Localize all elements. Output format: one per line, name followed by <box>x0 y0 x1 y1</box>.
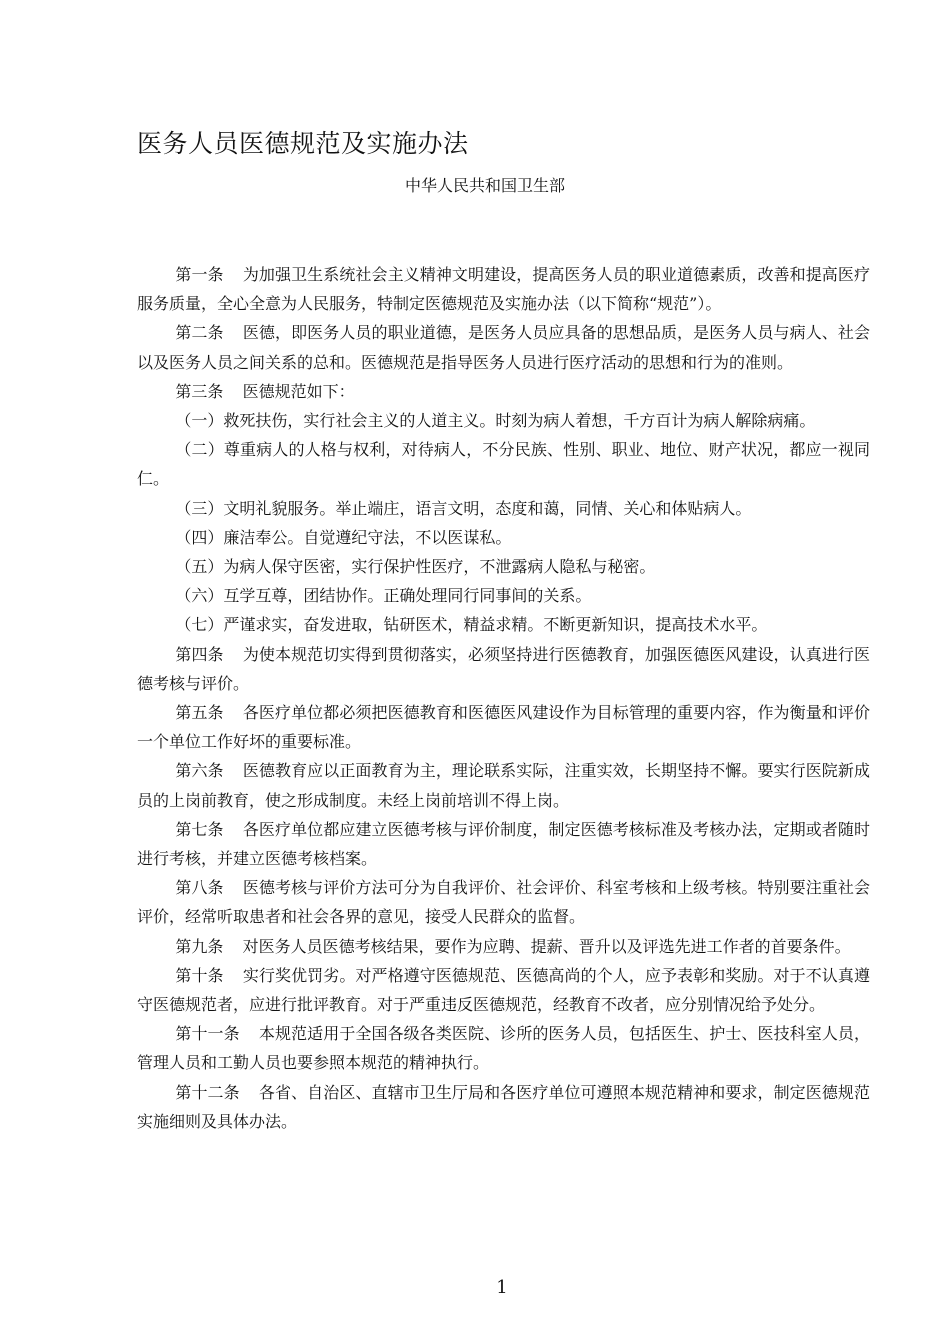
paragraph-text: 各医疗单位都必须把医德教育和医德医风建设作为目标管理的重要内容，作为衡量和评价一个单位工作好坏的重要标准。 <box>137 703 870 752</box>
list-item <box>137 406 870 435</box>
list-item <box>137 523 870 552</box>
paragraph-text: （五）为病人保守医密，实行保护性医疗，不泄露病人隐私与秘密。 <box>175 557 656 577</box>
document-title: 医务人员医德规范及实施办法 <box>137 129 469 158</box>
paragraph-text: 本规范适用于全国各级各类医院、诊所的医务人员，包括医生、护士、医技科室人员，管理人员和工勤人员也要参照本规范的精神执行。 <box>137 1024 870 1073</box>
paragraph-text: （七）严谨求实，奋发进取，钻研医术，精益求精。不断更新知识，提高技术水平。 <box>175 615 768 635</box>
paragraph-text: 医德规范如下： <box>242 381 355 401</box>
list-item <box>137 581 870 610</box>
article-paragraph <box>137 1078 870 1136</box>
paragraph-text: 医德，即医务人员的职业道德，是医务人员应具备的思想品质，是医务人员与病人、社会以及医务人员之间关系的总和。医德规范是指导医务人员进行医疗活动的思想和行为的准则。 <box>137 323 870 372</box>
article-paragraph <box>137 698 870 756</box>
list-item <box>137 494 870 523</box>
article-paragraph <box>137 961 870 1019</box>
issuer: 中华人民共和国卫生部 <box>405 176 566 195</box>
list-item <box>137 610 870 639</box>
paragraph-text: 为加强卫生系统社会主义精神文明建设，提高医务人员的职业道德素质，改善和提高医疗服务质量，全心全意为人民服务，特制定医德规范及实施办法（以下简称“规范”）。 <box>137 265 870 314</box>
article-number: 第五条 <box>175 703 224 723</box>
paragraph-text: （一）救死扶伤，实行社会主义的人道主义。时刻为病人着想，千方百计为病人解除病痛。 <box>175 411 816 431</box>
article-number: 第十条 <box>175 965 224 985</box>
paragraph-text: 为使本规范切实得到贯彻落实，必须坚持进行医德教育，加强医德医风建设，认真进行医德考核与评价。 <box>137 644 870 693</box>
article-paragraph <box>137 815 870 873</box>
paragraph-text: 医德教育应以正面教育为主，理论联系实际，注重实效，长期坚持不懈。要实行医院新成员的上岗前教育，使之形成制度。未经上岗前培训不得上岗。 <box>137 761 870 810</box>
article-number: 第十一条 <box>175 1024 240 1044</box>
paragraph-text: 实行奖优罚劣。对严格遵守医德规范、医德高尚的个人，应予表彰和奖励。对于不认真遵守医德规范者，应进行批评教育。对于严重违反医德规范，经教育不改者，应分别情况给予处分。 <box>137 965 870 1015</box>
paragraph-text: 各医疗单位都应建立医德考核与评价制度，制定医德考核标准及考核办法，定期或者随时进行考核，并建立医德考核档案。 <box>137 819 870 869</box>
article-number: 第八条 <box>175 878 224 898</box>
article-paragraph <box>137 1019 870 1077</box>
paragraph-text: 对医务人员医德考核结果，要作为应聘、提薪、晋升以及评选先进工作者的首要条件。 <box>242 936 851 956</box>
page-number: 1 <box>496 1277 508 1298</box>
article-number: 第二条 <box>175 323 224 343</box>
article-paragraph <box>137 756 870 814</box>
article-number: 第三条 <box>175 381 224 401</box>
list-item <box>137 435 870 493</box>
paragraph-text: （六）互学互尊，团结协作。正确处理同行同事间的关系。 <box>175 586 592 606</box>
paragraph-text: 各省、自治区、直辖市卫生厅局和各医疗单位可遵照本规范精神和要求，制定医德规范实施细则及具体办法。 <box>137 1082 870 1131</box>
paragraph-text: 医德考核与评价方法可分为自我评价、社会评价、科室考核和上级考核。特别要注重社会评价，经常听取患者和社会各界的意见，接受人民群众的监督。 <box>137 878 870 927</box>
list-item <box>137 552 870 581</box>
article-number: 第四条 <box>175 644 224 664</box>
article-paragraph <box>137 640 870 698</box>
article-number: 第九条 <box>175 936 224 956</box>
article-paragraph <box>137 260 870 318</box>
article-paragraph <box>137 318 870 376</box>
article-paragraph <box>137 932 870 961</box>
paragraph-text: （二）尊重病人的人格与权利，对待病人，不分民族、性别、职业、地位、财产状况，都应一视同仁。 <box>137 440 870 489</box>
article-number: 第十二条 <box>175 1082 240 1102</box>
paragraph-text: （三）文明礼貌服务。举止端庄，语言文明，态度和蔼，同情、关心和体贴病人。 <box>175 498 752 518</box>
paragraph-text: （四）廉洁奉公。自觉遵纪守法，不以医谋私。 <box>175 527 512 547</box>
article-number: 第六条 <box>175 761 224 781</box>
article-paragraph <box>137 377 870 406</box>
article-number: 第七条 <box>175 819 224 839</box>
article-number: 第一条 <box>175 265 224 284</box>
document-body <box>137 260 870 1136</box>
article-paragraph <box>137 873 870 931</box>
